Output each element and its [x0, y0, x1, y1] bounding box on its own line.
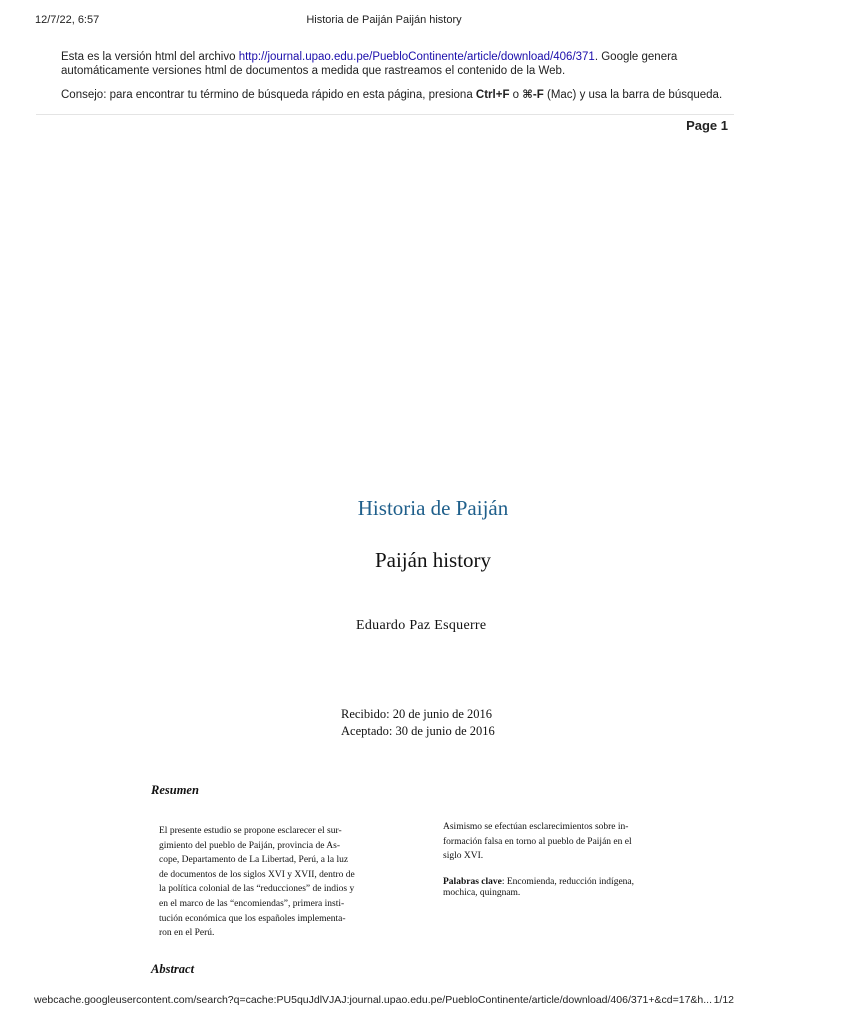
- resumen-line: El presente estudio se propone esclarecer el sur-: [159, 826, 342, 836]
- resumen-line: Asimismo se efectúan esclarecimientos sobre in-: [443, 822, 629, 832]
- submission-dates: [341, 706, 495, 740]
- resumen-line: en el marco de las “encomiendas”, primera insti-: [159, 898, 345, 909]
- keywords: [443, 877, 655, 899]
- search-tip-or: o: [509, 89, 523, 101]
- cache-notice-intro: Esta es la versión html del archivo: [61, 51, 239, 63]
- resumen-line: gimiento del pueblo de Paiján, provincia de As-: [159, 840, 340, 851]
- document-subtitle: Paiján history: [374, 548, 492, 572]
- footer-url: webcache.googleusercontent.com/search?q=cache:PU5quJdlVJAJ:journal.upao.edu.pe/PuebloContinente/article/download/406/371+&cd=17&h...: [34, 994, 713, 1006]
- received-date: Recibido: 20 de junio de 2016: [341, 707, 493, 721]
- footer-page-count: 1/12: [713, 994, 734, 1006]
- cache-notice-rest: . Google genera automáticamente versiones html de documentos a medida que rastreamos el contenido de la Web.: [61, 51, 678, 77]
- accepted-date: Aceptado: 30 de junio de 2016: [341, 724, 495, 738]
- ctrl-f-key: Ctrl+F: [475, 89, 510, 101]
- resumen-line: tución económica que los españoles implementa-: [159, 913, 346, 924]
- cache-banner: [61, 50, 723, 102]
- resumen-left-column: [159, 824, 373, 941]
- resumen-line: de documentos de los siglos XVI y XVII, dentro de: [159, 869, 355, 880]
- keywords-label: Palabras clave: [443, 876, 502, 887]
- search-tip: [61, 88, 723, 102]
- banner-divider: [36, 114, 734, 115]
- search-tip-suffix: (Mac) y usa la barra de búsqueda.: [543, 89, 723, 101]
- resumen-line: siglo XVI.: [443, 851, 484, 862]
- search-tip-prefix: Consejo: para encontrar tu término de búsqueda rápido en esta página, presiona: [61, 89, 476, 101]
- print-title: Historia de Paiján Paiján history: [306, 14, 462, 26]
- abstract-heading: Abstract: [151, 962, 195, 976]
- print-footer: [0, 994, 768, 1008]
- page-label: Page 1: [686, 118, 728, 133]
- cmd-f-key: ⌘-F: [522, 89, 544, 101]
- resumen-line: formación falsa en torno al pueblo de Paiján en el: [443, 836, 632, 847]
- cache-notice: [61, 50, 711, 78]
- print-datetime: 12/7/22, 6:57: [35, 14, 100, 26]
- resumen-heading: Resumen: [151, 783, 199, 797]
- keywords-text: : Encomienda, reducción indígena, mochica, quingnam.: [443, 876, 635, 898]
- resumen-right-column: [443, 820, 655, 899]
- resumen-line: cope, Departamento de La Libertad, Perú, a la luz: [159, 855, 349, 866]
- document-author: Eduardo Paz Esquerre: [356, 618, 487, 633]
- source-file-link[interactable]: http://journal.upao.edu.pe/PuebloContinente/article/download/406/371: [238, 51, 595, 63]
- resumen-line: la política colonial de las “reducciones” de indios y: [159, 884, 355, 895]
- resumen-line: ron en el Perú.: [159, 928, 215, 939]
- print-header: [0, 14, 768, 30]
- document-title: Historia de Paiján: [357, 496, 509, 520]
